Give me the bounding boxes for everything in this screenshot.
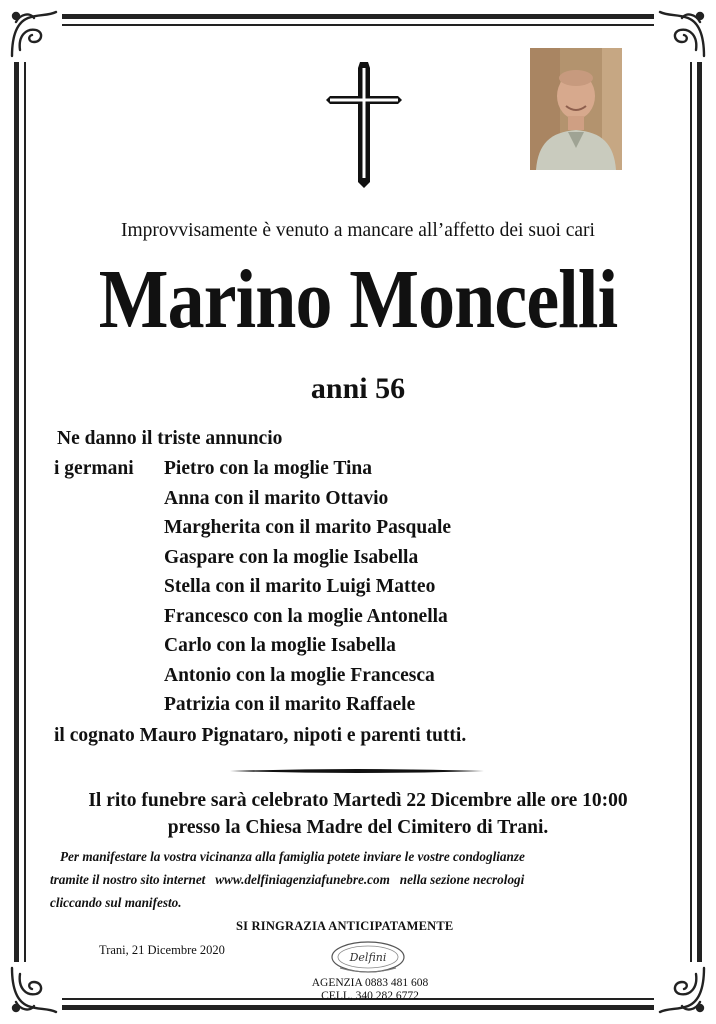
list-item: Pietro con la moglie Tina bbox=[164, 458, 372, 479]
deceased-name: Marino Moncelli bbox=[98, 253, 618, 346]
list-item: Patrizia con il marito Raffaele bbox=[164, 694, 416, 715]
siblings-list bbox=[164, 454, 451, 720]
agency-phone: AGENZIA 0883 481 608 bbox=[311, 977, 429, 989]
condolences-line: cliccando sul manifesto. bbox=[50, 895, 182, 910]
corner-ornament-icon bbox=[6, 962, 62, 1018]
corner-ornament-icon bbox=[654, 6, 710, 62]
corner-ornament-icon bbox=[654, 962, 710, 1018]
condolences-note bbox=[50, 845, 670, 914]
list-item: Anna con il marito Ottavio bbox=[164, 487, 389, 509]
list-item: Francesco con la moglie Antonella bbox=[164, 605, 448, 627]
latin-cross-icon bbox=[326, 62, 402, 188]
portrait-photo bbox=[530, 48, 622, 170]
logo-text: Delfini bbox=[349, 951, 387, 964]
divider bbox=[230, 768, 484, 774]
siblings-label: i germani bbox=[54, 458, 134, 479]
inlaw-line: il cognato Mauro Pignataro, nipoti e parenti tutti. bbox=[54, 725, 467, 746]
rite-date-line: Il rito funebre sarà celebrato Martedì 22 Dicembre alle ore 10:00 bbox=[88, 790, 628, 811]
delfini-agency-logo bbox=[330, 940, 406, 974]
deceased-age: anni 56 bbox=[310, 372, 406, 405]
thanks-line: SI RINGRAZIA ANTICIPATAMENTE bbox=[236, 919, 454, 933]
corner-ornament-icon bbox=[6, 6, 62, 62]
agency-contacts bbox=[300, 977, 440, 1003]
list-item: Antonio con la moglie Francesca bbox=[164, 664, 435, 686]
announce-line: Ne danno il triste annuncio bbox=[57, 428, 283, 449]
condolences-line: Per manifestare la vostra vicinanza alla famiglia potete inviare le vostre condoglianze bbox=[60, 849, 525, 864]
list-item: Carlo con la moglie Isabella bbox=[164, 635, 396, 656]
intro-line: Improvvisamente è venuto a mancare all’affetto dei suoi cari bbox=[121, 220, 595, 241]
list-item: Stella con il marito Luigi Matteo bbox=[164, 576, 436, 597]
agency-cell: CELL. 340 282 6772 bbox=[321, 990, 419, 1002]
list-item: Gaspare con la moglie Isabella bbox=[164, 546, 419, 568]
place-date: Trani, 21 Dicembre 2020 bbox=[99, 943, 225, 957]
list-item: Margherita con il marito Pasquale bbox=[164, 517, 452, 538]
funeral-rite bbox=[30, 787, 686, 841]
rite-place-line: presso la Chiesa Madre del Cimitero di Trani. bbox=[167, 817, 549, 838]
condolences-line: tramite il nostro sito internet www.delfiniagenziafunebre.com nella sezione necrologi bbox=[50, 872, 525, 887]
